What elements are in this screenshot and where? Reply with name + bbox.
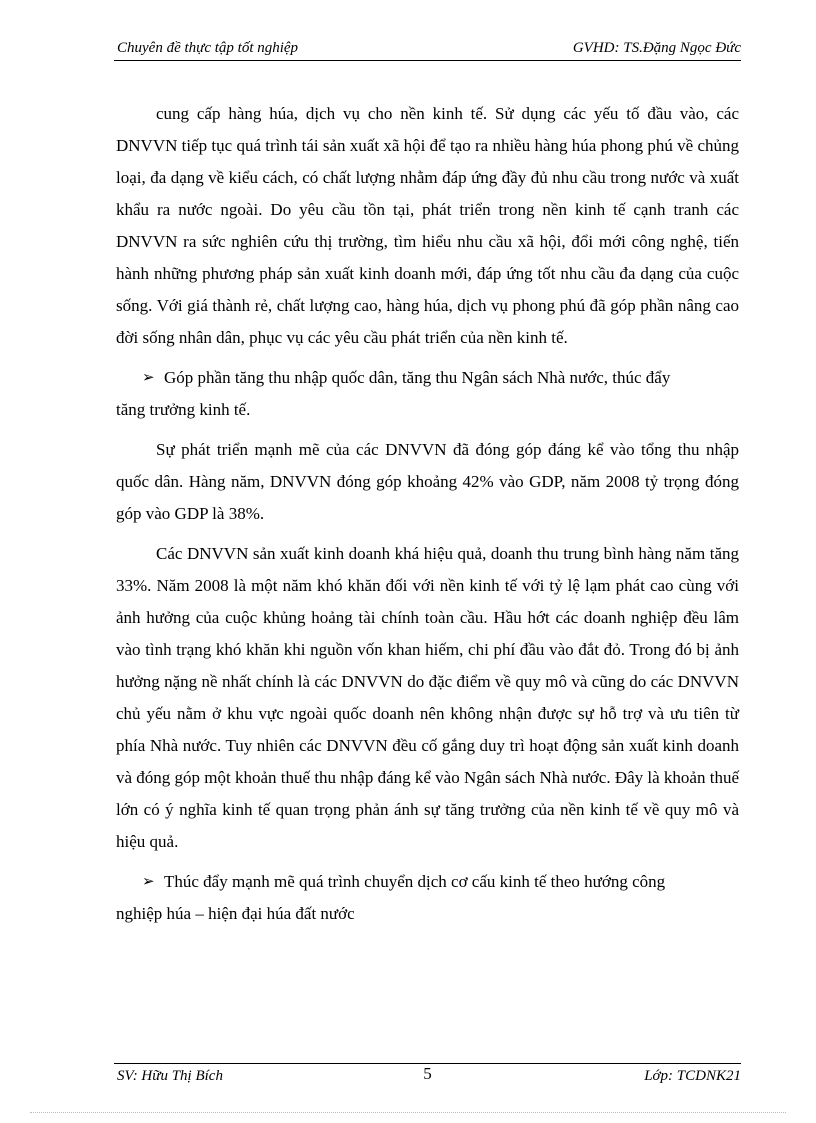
paragraph-3: Các DNVVN sản xuất kinh doanh khá hiệu quả, doanh thu trung bình hàng năm tăng 33%. Năm 2008 là một năm khó khăn đối với nền kinh tế với tỷ lệ lạm phát cao cùng với ảnh hưởng của cuộc khủng hoảng tài chính toàn cầu. Hầu hớt các doanh nghiệp đều lâm vào tình trạng khó khăn khi nguồn vốn khan hiếm, chi phí đầu vào đắt đỏ. Trong đó bị ảnh hưởng nặng nề nhất chính là các DNVVN do đặc điểm về quy mô và cũng do các DNVVN chủ yếu nằm ở khu vực ngoài quốc doanh nên không nhận được sự hỗ trợ và ưu tiên từ phía Nhà nước. Tuy nhiên các DNVVN đều cố gắng duy trì hoạt động sản xuất kinh doanh và đóng góp một khoản thuế thu nhập đáng kể vào Ngân sách Nhà nước. Đây là khoản thuế lớn có ý nghĩa kinh tế quan trọng phản ánh sự tăng trưởng của nền kinh tế về quy mô và hiệu quả. (116, 544, 739, 851)
bullet-item-1-text (116, 362, 739, 426)
page-footer (114, 1063, 741, 1088)
bullet-item-1-line-2: tăng trưởng kinh tế. (116, 400, 251, 419)
footer-class: Lớp: TCDNK21 (644, 1068, 741, 1084)
arrow-bullet-icon: ➢ (142, 370, 155, 386)
bullet-item-2-line-1: Thúc đẩy mạnh mẽ quá trình chuyển dịch cơ cấu kinh tế theo hướng công (164, 872, 666, 891)
page-bottom-divider (30, 1112, 786, 1113)
footer-student-name: SV: Hữu Thị Bích (117, 1068, 223, 1084)
paragraph-2: Sự phát triển mạnh mẽ của các DNVVN đã đóng góp đáng kể vào tổng thu nhập quốc dân. Hàng năm, DNVVN đóng góp khoảng 42% vào GDP, năm 2008 tỷ trọng đóng góp vào GDP là 38%. (116, 440, 739, 523)
bullet-item-2-text (116, 866, 739, 930)
header-document-title: Chuyên đề thực tập tốt nghiệp (117, 40, 299, 56)
bullet-item-1 (116, 362, 739, 426)
page-number: 5 (423, 1064, 432, 1083)
bullet-item-2 (116, 866, 739, 930)
page-header (114, 38, 741, 61)
bullet-item-1-line-1: Góp phần tăng thu nhập quốc dân, tăng thu Ngân sách Nhà nước, thúc đẩy (164, 368, 671, 387)
header-supervisor: GVHD: TS.Đặng Ngọc Đức (572, 40, 741, 56)
bullet-item-2-line-2: nghiệp húa – hiện đại húa đất nước (116, 904, 355, 923)
page-content (116, 98, 739, 938)
arrow-bullet-icon: ➢ (142, 874, 155, 890)
paragraph-1: cung cấp hàng húa, dịch vụ cho nền kinh tế. Sử dụng các yếu tố đầu vào, các DNVVN tiếp tục quá trình tái sản xuất xã hội để tạo ra nhiều hàng húa phong phú về chủng loại, đa dạng về kiểu cách, có chất lượng nhằm đáp ứng đầy đủ nhu cầu trong nước và xuất khẩu ra nước ngoài. Do yêu cầu tồn tại, phát triển trong nền kinh tế cạnh tranh các DNVVN ra sức nghiên cứu thị trường, tìm hiểu nhu cầu xã hội, đổi mới công nghệ, tiến hành những phương pháp sản xuất kinh doanh mới, đáp ứng tốt nhu cầu đa dạng của cuộc sống. Với giá thành rẻ, chất lượng cao, hàng húa, dịch vụ phong phú đã góp phần nâng cao đời sống nhân dân, phục vụ các yêu cầu phát triển của nền kinh tế. (116, 104, 739, 347)
